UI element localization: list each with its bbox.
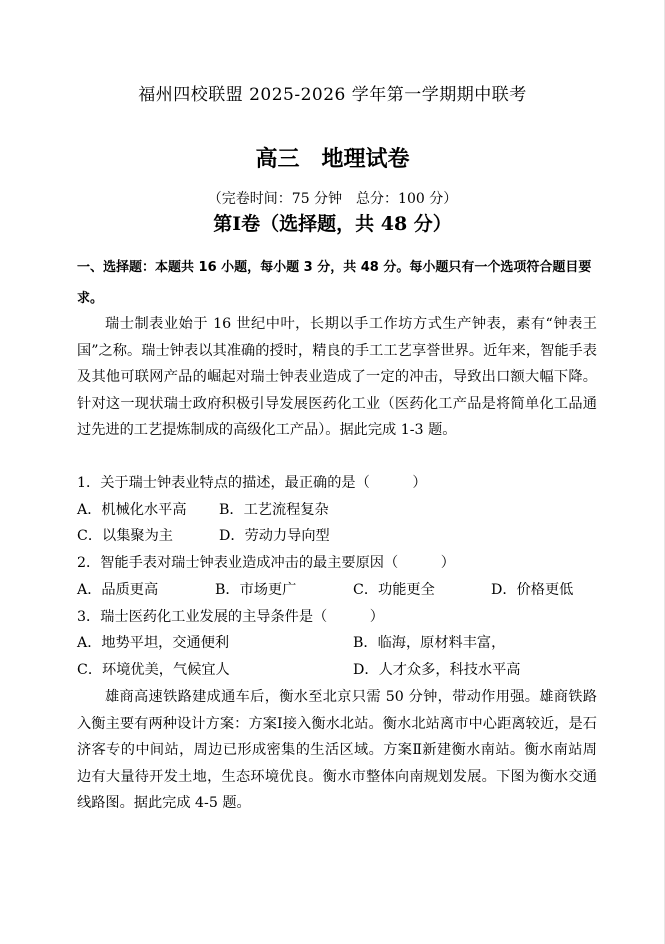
question-1-option-d[interactable]: D．劳动力导向型 bbox=[219, 528, 330, 544]
passage-swiss-watch: 瑞士制表业始于 16 世纪中叶，长期以手工作坊方式生产钟表，素有“钟表王国”之称。瑞士钟表以其准确的授时，精良的手工工艺享誉世界。近年来，智能手表及其他可联网产品的崛起对瑞士钟表业造成了一定的冲击，导致出口额大幅下降。针对这一现状瑞士政府积极引导发展医药化工业（医药化工产品是将简单化工品通过先进的工艺提炼制成的高级化工产品）。据此完成 1-3 题。 bbox=[77, 316, 597, 438]
question-3-stem: 3．瑞士医药化工业发展的主导条件是（ ） bbox=[77, 609, 384, 625]
question-2-option-d[interactable]: D．价格更低 bbox=[491, 582, 574, 598]
question-3-options bbox=[77, 630, 617, 656]
exam-subject-title: 高三 地理试卷 bbox=[255, 147, 410, 172]
question-2-stem: 2．智能手表对瑞士钟表业造成冲击的最主要原因（ ） bbox=[77, 555, 455, 571]
passage-xiongshang-railway: 雄商高速铁路建成通车后，衡水至北京只需 50 分钟，带动作用强。雄商铁路入衡主要有两种设计方案：方案Ⅰ接入衡水北站。衡水北站离市中心距离较近，是石济客专的中间站，周边已形成密集的生活区域。方案Ⅱ新建衡水南站。衡水南站周边有大量待开发土地，生态环境优良。衡水市整体向南规划发展。下图为衡水交通线路图。据此完成 4-5 题。 bbox=[77, 689, 597, 811]
question-3-option-b[interactable]: B．临海，原材料丰富， bbox=[353, 635, 506, 651]
question-2-option-b[interactable]: B．市场更广 bbox=[215, 582, 297, 598]
question-1-stem: 1．关于瑞士钟表业特点的描述，最正确的是（ ） bbox=[77, 475, 427, 491]
part-one-title: 第Ⅰ卷（选择题，共 48 分） bbox=[213, 213, 452, 235]
question-3-option-d[interactable]: D．人才众多，科技水平高 bbox=[353, 662, 521, 678]
exam-time-score-info: （完卷时间：75 分钟 总分：100 分） bbox=[207, 191, 458, 207]
question-1-options bbox=[77, 497, 617, 523]
question-1-option-c[interactable]: C．以集聚为主 bbox=[77, 528, 173, 544]
question-3-option-a[interactable]: A．地势平坦，交通便利 bbox=[77, 635, 230, 651]
question-3-option-c[interactable]: C．环境优美，气候宜人 bbox=[77, 662, 230, 678]
question-2-option-a[interactable]: A．品质更高 bbox=[77, 582, 159, 598]
question-3-options-row2 bbox=[77, 657, 617, 683]
question-1-option-a[interactable]: A．机械化水平高 bbox=[77, 502, 187, 518]
exam-header-title: 福州四校联盟 2025-2026 学年第一学期期中联考 bbox=[138, 85, 527, 105]
section-instructions: 一、选择题：本题共 16 小题，每小题 3 分，共 48 分。每小题只有一个选项符合题目要求。 bbox=[77, 260, 592, 306]
question-1-options-row2 bbox=[77, 523, 617, 549]
question-2-options bbox=[77, 577, 617, 603]
question-1-option-b[interactable]: B．工艺流程复杂 bbox=[219, 502, 329, 518]
question-2-option-c[interactable]: C．功能更全 bbox=[353, 582, 435, 598]
